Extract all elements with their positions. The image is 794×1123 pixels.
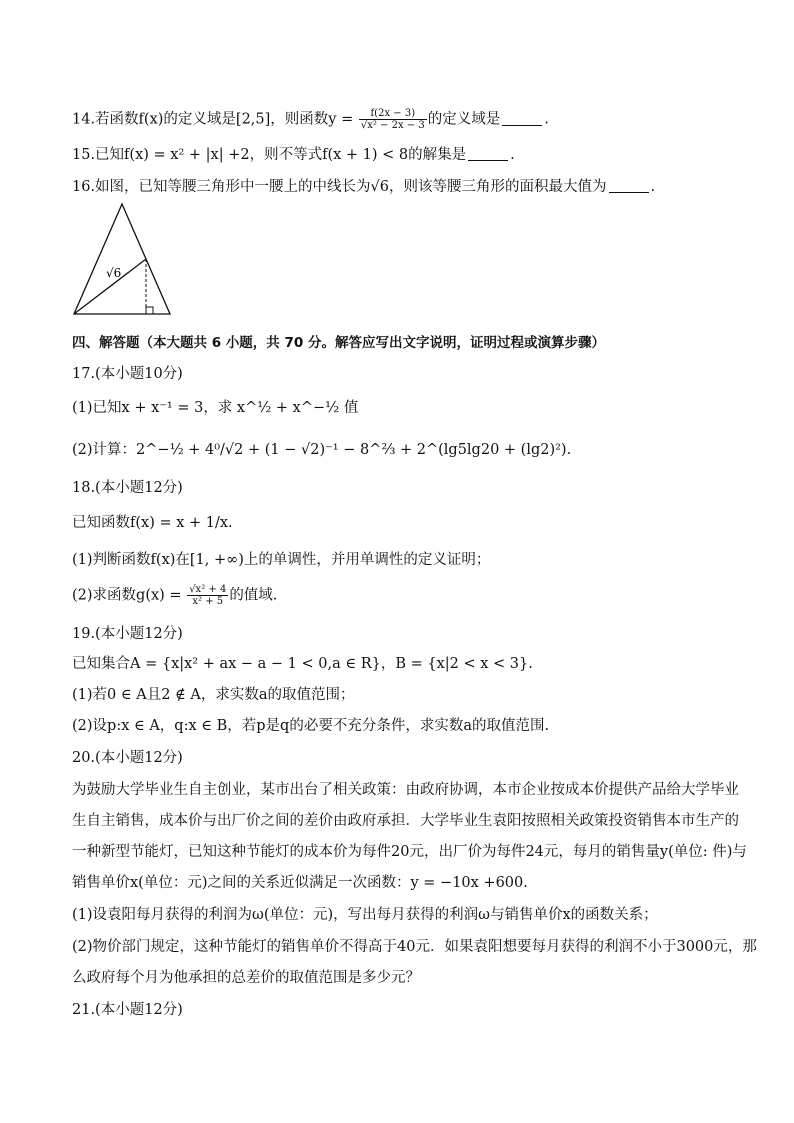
question-18-stem: 已知函数f(x) = x + 1/x. xyxy=(72,515,233,531)
question-19-part-2: (2)设p:x ∈ A，q:x ∈ B，若p是q的必要不充分条件，求实数a的取值范围. xyxy=(72,718,550,734)
answer-blank[interactable] xyxy=(502,111,542,126)
question-20-part-2b: 么政府每个月为他承担的总差价的取值范围是多少元？ xyxy=(72,970,420,986)
question-20-part-2a: (2)物价部门规定，这种节能灯的销售单价不得高于40元．如果袁阳想要每月获得的利润不小于3000元，那 xyxy=(72,939,757,955)
question-18-part-1: (1)判断函数f(x)在[1, +∞)上的单调性，并用单调性的定义证明； xyxy=(72,552,491,568)
median-length-label: √6 xyxy=(106,266,122,280)
question-19-stem: 已知集合A = {x|x² + ax − a − 1 < 0,a ∈ R}，B = {x|2 < x < 3}. xyxy=(72,656,533,672)
answer-blank[interactable] xyxy=(609,178,649,193)
answer-blank[interactable] xyxy=(468,146,508,161)
question-16: 16.如图，已知等腰三角形中一腰上的中线长为√6，则该等腰三角形的面积最大值为 . xyxy=(72,179,656,195)
question-20-part-1: (1)设袁阳每月获得的利润为ω(单位：元)，写出每月获得的利润ω与销售单价x的函数关系； xyxy=(72,907,658,923)
question-19-header: 19.(本小题12分) xyxy=(72,626,183,642)
section-4-title: 四、解答题（本大题共 6 小题，共 70 分。解答应写出文字说明，证明过程或演算步骤） xyxy=(72,335,605,351)
fraction: $\frac{\text{√x² + 4}}{\text{x² + 5}}$ xyxy=(189,584,227,607)
question-20-line-4: 销售单价x(单位：元)之间的关系近似满足一次函数：y = −10x +600. xyxy=(72,875,528,891)
question-15: 15.已知f(x) = x² + |x| +2，则不等式f(x + 1) < 8的解集是 . xyxy=(72,147,515,163)
question-21-header: 21.(本小题12分) xyxy=(72,1002,183,1018)
question-17-header: 17.(本小题10分) xyxy=(72,366,183,382)
question-18-header: 18.(本小题12分) xyxy=(72,480,183,496)
question-20-line-3: 一种新型节能灯，已知这种节能灯的成本价为每件20元，出厂价为每件24元，每月的销售量y(单位: 件)与 xyxy=(72,844,747,860)
question-20-header: 20.(本小题12分) xyxy=(72,750,183,766)
question-19-part-1: (1)若0 ∈ A且2 ∉ A，求实数a的取值范围； xyxy=(72,687,355,703)
question-20-line-1: 为鼓励大学毕业生自主创业，某市出台了相关政策：由政府协调，本市企业按成本价提供产品给大学毕业 xyxy=(72,782,739,798)
question-20-line-2: 生自主销售，成本价与出厂价之间的差价由政府承担．大学毕业生袁阳按照相关政策投资销售本市生产的 xyxy=(72,813,739,829)
isosceles-triangle-figure xyxy=(70,200,180,320)
question-14: 14.若函数f(x)的定义域是[2,5]，则函数y = $\frac{f(2x - 3)}{\text{√x² − 2x − 3}}$ 的定义域是 . xyxy=(72,108,549,131)
question-17-part-1: (1)已知x + x⁻¹ = 3，求 x^½ + x^−½ 值 xyxy=(72,400,359,416)
question-17-part-2: (2)计算：2^−½ + 4⁰/√2 + (1 − √2)⁻¹ − 8^⅔ + 2^(lg5lg20 + (lg2)²). xyxy=(72,442,572,458)
question-18-part-2: (2)求函数g(x) = $\frac{\text{√x² + 4}}{\text{x² + 5}}$ 的值域. xyxy=(72,584,278,607)
fraction: $\frac{f(2x - 3)}{\text{√x² − 2x − 3}}$ xyxy=(360,108,425,131)
